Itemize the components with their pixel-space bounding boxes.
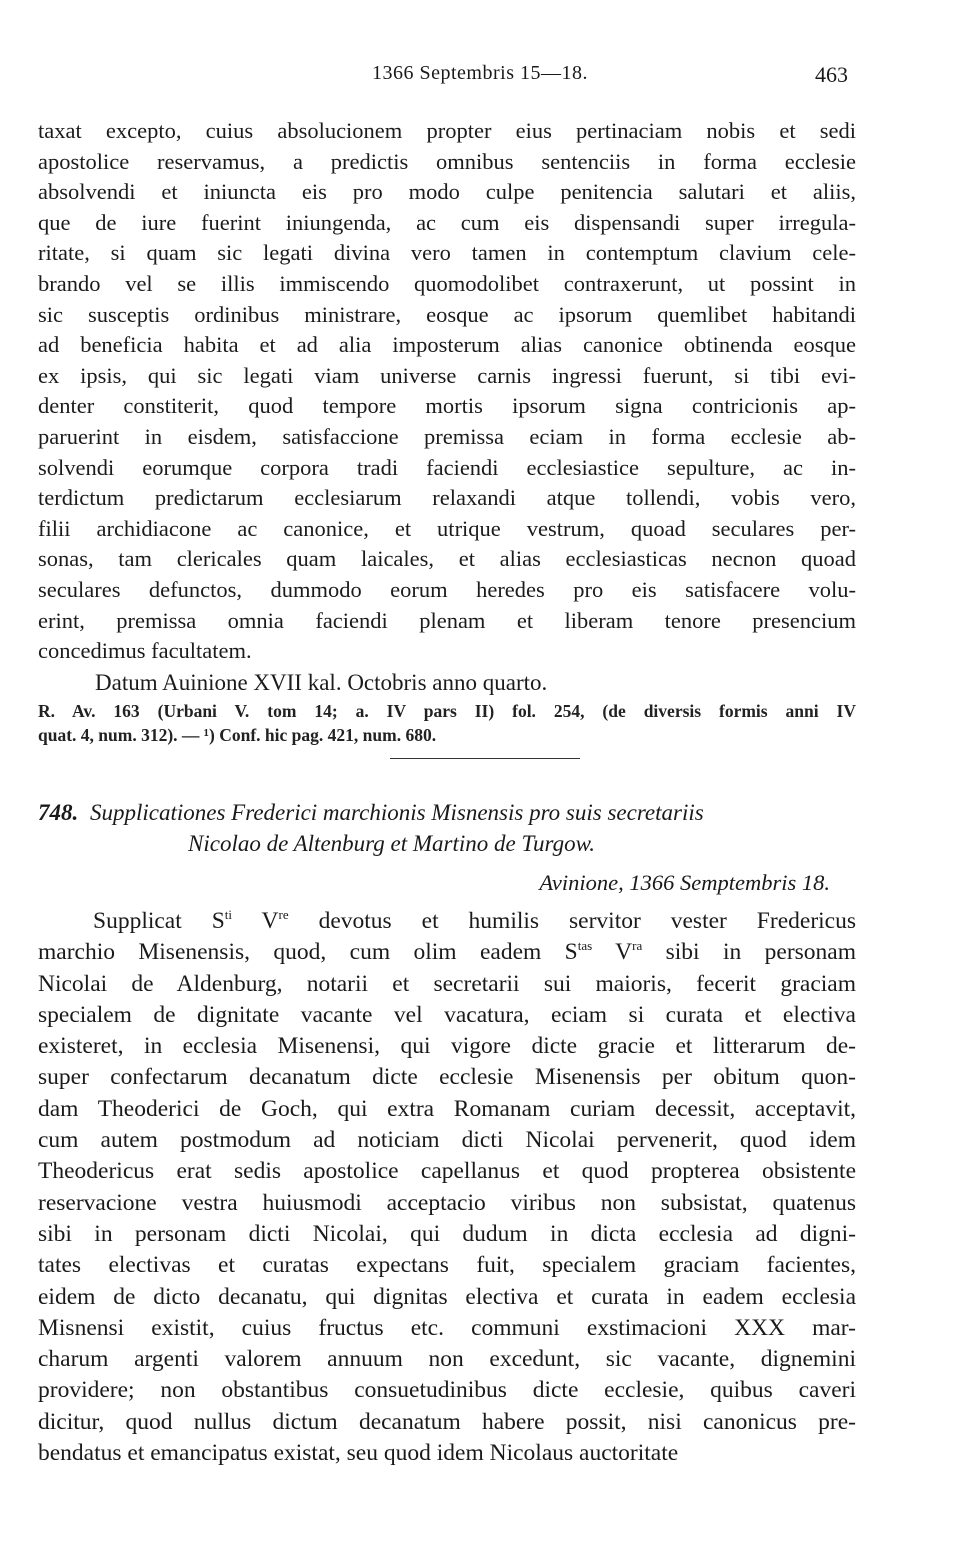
place-date: Avinione, 1366 Semptembris 18. [539,870,830,895]
heading-line-1: Supplicationes Frederici marchionis Misnensis pro suis secretariis [90,800,704,825]
text-line: Nicolai de Aldenburg, notarii et secretarii sui maioris, fecerit graciam [38,970,856,997]
text-line: ritate, si quam sic legati divina vero tamen in contemptum clavium cele- [38,240,856,266]
text-line: cum autem postmodum ad noticiam dicti Nicolai pervenerit, quod idem [38,1127,856,1154]
text-segment: sibi in personam [642,939,857,966]
datum-line: Datum Auinione XVII kal. Octobris anno quarto. [95,669,548,695]
text-line: ad beneficia habita et ad alia imposterum alias canonice obtinenda eosque [38,332,856,358]
text-line: apostolice reservamus, a predictis omnibus sentenciis in forma ecclesie [38,148,856,174]
section-divider [390,758,580,759]
text-line: reservacione vestra huiusmodi acceptacio viribus non subsistat, quatenus [38,1189,856,1216]
text-line: Theodericus erat sedis apostolice capellanus et quod propterea obsistente [38,1158,856,1185]
text-line: terdictum predictarum ecclesiarum relaxandi atque tollendi, vobis vero, [38,485,856,511]
text-line: bendatus et emancipatus existat, seu quod idem Nicolaus auctoritate [38,1440,679,1467]
text-segment: devotus et humilis servitor vester Fredericus [288,908,856,934]
superscript: tas [577,938,593,954]
text-line: sic susceptis ordinibus ministrare, eosque ac ipsorum quemlibet habitandi [38,301,856,327]
running-title: 1366 Septembris 15—18. [372,62,588,84]
text-line: brando vel se illis immiscendo quomodolibet contraxerunt, ut possint in [38,270,856,296]
superscript: ti [224,907,233,923]
supplication-text [38,906,856,1469]
supplication-line [38,937,856,968]
text-line: concedimus facultatem. [38,638,252,664]
text-line: sonas, tam clericales quam laicales, et alias ecclesiasticas necnon quoad [38,546,856,572]
text-line: tates electivas et curatas expectans fuit, specialem graciam facientes, [38,1252,856,1279]
text-line: erint, premissa omnia faciendi plenam et liberam tenore presencium [38,607,856,633]
supplication-lines [38,969,856,1470]
text-line: filii archidiacone ac canonice, et utrique vestrum, quoad seculares per- [38,515,856,541]
text-line: que de iure fuerint iniungenda, ac cum eis dispensandi super irregula- [38,209,856,235]
text-line: specialem de dignitate vacante vel vacatura, eciam si curata et electiva [38,1001,856,1028]
text-line: Misnensi existit, cuius fructus etc. communi exstimacioni XXX mar- [38,1314,856,1341]
superscript: re [278,907,289,923]
source-footnote [38,699,856,747]
text-line: super confectarum decanatum dicte ecclesie Misenensis per obitum quon- [38,1064,856,1091]
page-header [0,62,960,92]
text-line: sibi in personam dicti Nicolai, qui dudum in dicta ecclesia ad digni- [38,1220,856,1247]
page-number: 463 [815,62,848,87]
text-line: R. Av. 163 (Urbani V. tom 14; a. IV pars II) fol. 254, (de diversis formis anni IV [38,700,856,721]
text-line: quat. 4, num. 312). — ¹) Conf. hic pag. 421, num. 680. [38,724,437,745]
text-line: denter constiterit, quod tempore mortis ipsorum signa contricionis ap- [38,393,856,419]
text-segment: marchio Misenensis, quod, cum olim eadem S [38,939,578,966]
document-heading [38,797,856,859]
text-line: seculares defunctos, dummodo eorum heredes pro eis satisfacere volu- [38,576,856,602]
text-line: taxat excepto, cuius absolucionem propter eius pertinaciam nobis et sedi [38,118,856,143]
text-segment: Supplicat S [93,908,225,934]
document-number: 748. [38,800,79,825]
superscript: ra [632,938,643,954]
text-line: absolvendi et iniuncta eis pro modo culpe penitencia salutari et aliis, [38,179,856,205]
first-document-lines [38,116,856,667]
text-segment: V [232,908,279,934]
text-line: providere; non obstantibus consuetudinibus dicte ecclesie, quibus caveri [38,1377,856,1404]
text-line: eidem de dicto decanatu, qui dignitas electiva et curata in eadem ecclesia [38,1283,856,1310]
text-line: existeret, in ecclesia Misenensi, qui vigore dicte gracie et litterarum de- [38,1033,856,1060]
text-line: paruerint in eisdem, satisfaccione premissa eciam in forma ecclesie ab- [38,423,856,449]
text-line: solvendi eorumque corpora tradi faciendi ecclesiastice sepulture, ac in- [38,454,856,480]
text-line: dicitur, quod nullus dictum decanatum habere possit, nisi canonicus pre- [38,1408,856,1435]
text-line: dam Theoderici de Goch, qui extra Romanam curiam decessit, acceptavit, [38,1095,856,1122]
heading-line-2: Nicolao de Altenburg et Martino de Turgow. [188,831,595,856]
first-document-text [38,116,856,747]
text-line: ex ipsis, qui sic legati viam universe carnis ingressi fuerunt, si tibi evi- [38,362,856,388]
supplication-line [38,906,856,937]
text-line: charum argenti valorem annuum non excedunt, sic vacante, dignemini [38,1346,856,1373]
text-segment: V [592,939,633,966]
